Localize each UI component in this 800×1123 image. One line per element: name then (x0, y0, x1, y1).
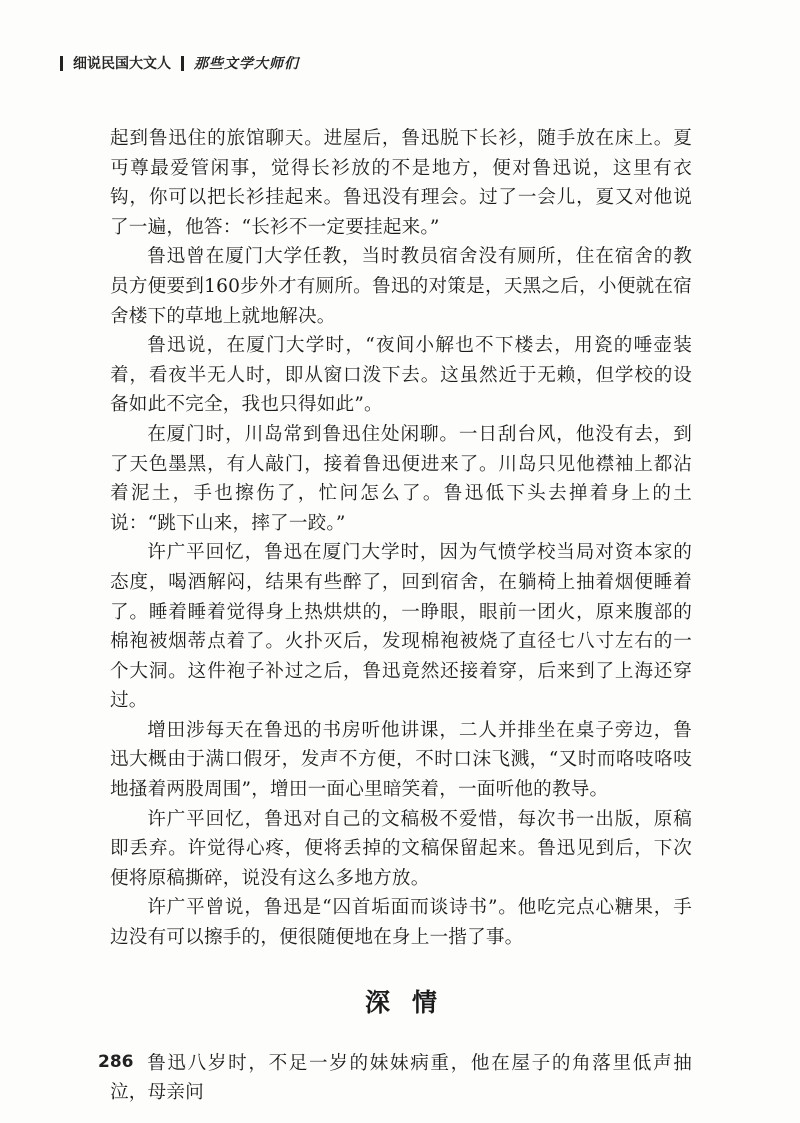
section-title: 深情 (364, 987, 459, 1017)
paragraph-continued: 起到鲁迅住的旅馆聊天。进屋后，鲁迅脱下长衫，随手放在床上。夏丏尊最爱管闲事，觉得长衫放的不是地方，便对鲁迅说，这里有衣钩，你可以把长衫挂起来。鲁迅没有理会。过了一会儿，夏又对他说了一遍，他答：“长衫不一定要挂起来。” (110, 128, 692, 238)
paragraph: 鲁迅说，在厦门大学时，“夜间小解也不下楼去，用瓷的唾壶装着，看夜半无人时，即从窗口泼下去。这虽然近于无赖，但学校的设备如此不完全，我也只得如此”。 (110, 335, 692, 416)
paragraph: 许广平曾说，鲁迅是“囚首垢面而谈诗书”。他吃完点心糖果，手边没有可以擦手的，便很随便地在身上一揩了事。 (110, 897, 692, 949)
chapter-title: 那些文学大师们 (194, 56, 299, 72)
paragraph: 在厦门时，川岛常到鲁迅住处闲聊。一日刮台风，他没有去，到了天色墨黑，有人敲门，接着鲁迅便进来了。川岛只见他襟袖上都沾着泥土，手也擦伤了，忙问怎么了。鲁迅低下头去掸着身上的土说：“跳下山来，摔了一跤。” (110, 423, 692, 534)
paragraph: 许广平回忆，鲁迅在厦门大学时，因为气愤学校当局对资本家的态度，喝酒解闷，结果有些醉了，回到宿舍，在躺椅上抽着烟便睡着了。睡着睡着觉得身上热烘烘的，一睁眼，眼前一团火，原来腹部的棉袍被烟蒂点着了。火扑灭后，发现棉袍被烧了直径七八寸左右的一个大洞。这件袍子补过之后，鲁迅竟然还接着穿，后来到了上海还穿过。 (110, 542, 692, 712)
header-divider (181, 56, 184, 71)
paragraph: 许广平回忆，鲁迅对自己的文稿极不爱惜，每次书一出版，原稿即丢弃。许觉得心疼，便将丢掉的文稿保留起来。鲁迅见到后，下次便将原稿撕碎，说没有这么多地方放。 (110, 808, 692, 889)
paragraph: 鲁迅曾在厦门大学任教，当时教员宿舍没有厕所，住在宿舍的教员方便要到160步外才有厕所。鲁迅的对策是，天黑之后，小便就在宿舍楼下的草地上就地解决。 (110, 246, 692, 327)
paragraph: 增田涉每天在鲁迅的书房听他讲课，二人并排坐在桌子旁边，鲁迅大概由于满口假牙，发声不方便，不时口沫飞溅，“又时而咯吱咯吱地搔着两股周围”，增田一面心里暗笑着，一面听他的教导。 (110, 719, 692, 801)
running-header (60, 52, 299, 74)
page-number: 286 (98, 1052, 134, 1072)
section-first-paragraph: 鲁迅八岁时，不足一岁的妹妹病重，他在屋子的角落里低声抽泣，母亲问 (110, 1052, 692, 1104)
body-text (110, 124, 692, 1108)
header-divider (60, 56, 63, 71)
book-title: 细说民国大文人 (73, 56, 171, 72)
